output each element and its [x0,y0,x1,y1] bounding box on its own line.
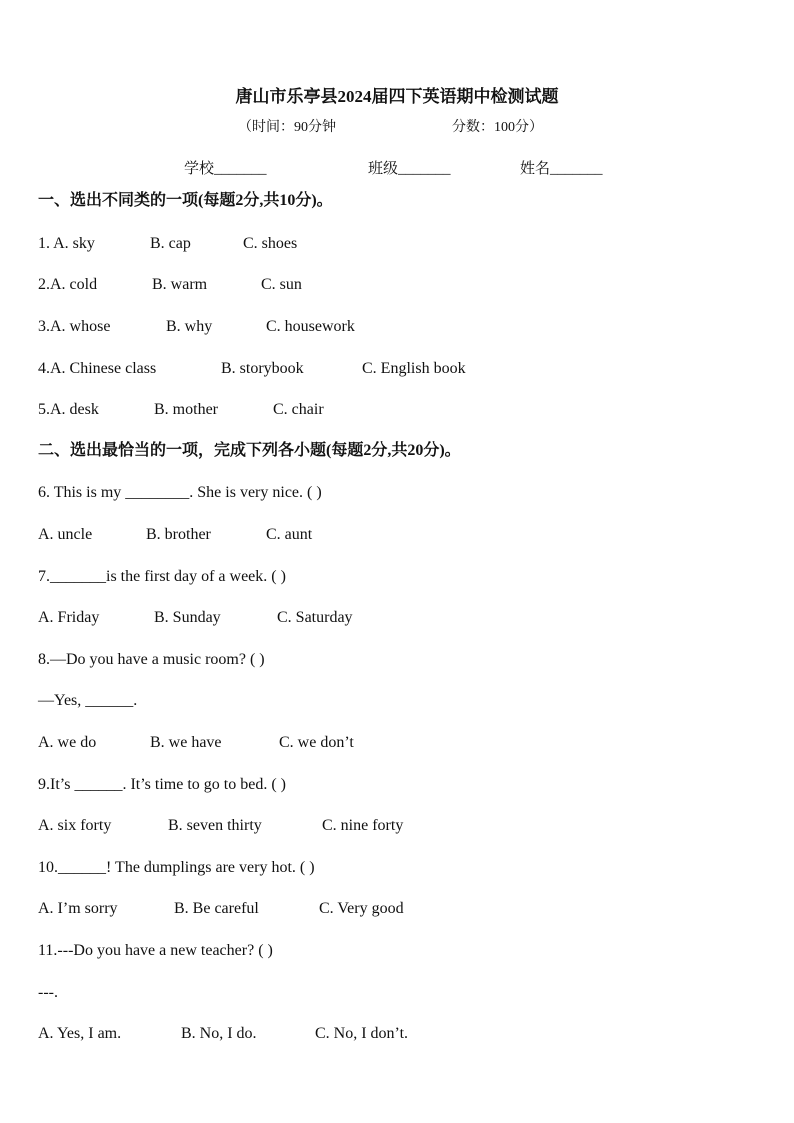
q11-option-c: C. No, I don’t. [315,1025,409,1042]
q3-option-a: 3.A. whose [38,318,111,335]
q9-option-c: C. nine forty [322,817,404,834]
q4-option-a: 4.A. Chinese class [38,360,157,377]
exam-time: （时间：90分钟 [238,120,336,135]
q10-option-b: B. Be careful [174,900,259,917]
q3-option-b: B. why [166,318,213,335]
q8-option-c: C. we don’t [279,734,354,751]
question-11-stem: 11.---Do you have a new teacher? ( ) [38,942,273,959]
question-8-stem: 8.—Do you have a music room? ( ) [38,651,265,668]
question-10-stem: 10.______! The dumplings are very hot. ( ) [38,859,315,876]
question-7-stem: 7._______is the first day of a week. ( ) [38,568,286,585]
question-8-stem-2: —Yes, ______. [38,692,138,709]
q10-option-a: A. I’m sorry [38,900,118,917]
q6-option-c: C. aunt [266,526,313,543]
q6-option-b: B. brother [146,526,211,543]
q7-option-b: B. Sunday [154,609,221,626]
page-title: 唐山市乐亭县2024届四下英语期中检测试题 [235,87,559,106]
school-field [184,159,267,179]
q7-option-c: C. Saturday [277,609,353,626]
q2-option-c: C. sun [261,276,302,293]
q5-option-b: B. mother [154,401,218,418]
class-blank: _______ [398,161,451,177]
q11-option-a: A. Yes, I am. [38,1025,122,1042]
name-label: 姓名 [520,161,551,177]
name-field [520,159,603,179]
q2-option-b: B. warm [152,276,208,293]
name-blank: _______ [550,161,603,177]
school-blank: _______ [214,161,267,177]
question-9-stem: 9.It’s ______. It’s time to go to bed. ( ) [38,776,286,793]
question-11-stem-2: ---. [38,984,58,1001]
q9-option-a: A. six forty [38,817,112,834]
q1-option-c: C. shoes [243,235,298,252]
q5-option-a: 5.A. desk [38,401,99,418]
section2-title: 二、选出最恰当的一项，完成下列各小题(每题2分,共20分)。 [38,442,461,459]
question-6-stem: 6. This is my ________. She is very nice. ( ) [38,484,322,501]
q2-option-a: 2.A. cold [38,276,98,293]
q7-option-a: A. Friday [38,609,100,626]
class-field [368,159,451,179]
q9-option-b: B. seven thirty [168,817,262,834]
q4-option-b: B. storybook [221,360,304,377]
q3-option-c: C. housework [266,318,355,335]
q10-option-c: C. Very good [319,900,404,917]
q8-option-b: B. we have [150,734,222,751]
q5-option-c: C. chair [273,401,324,418]
exam-score: 分数：100分） [452,120,543,135]
q8-option-a: A. we do [38,734,97,751]
q1-option-a: 1. A. sky [38,235,95,252]
section1-title: 一、选出不同类的一项(每题2分,共10分)。 [38,192,333,209]
q1-option-b: B. cap [150,235,191,252]
class-label: 班级 [368,161,399,177]
school-label: 学校 [184,161,215,177]
q6-option-a: A. uncle [38,526,93,543]
q4-option-c: C. English book [362,360,466,377]
q11-option-b: B. No, I do. [181,1025,257,1042]
